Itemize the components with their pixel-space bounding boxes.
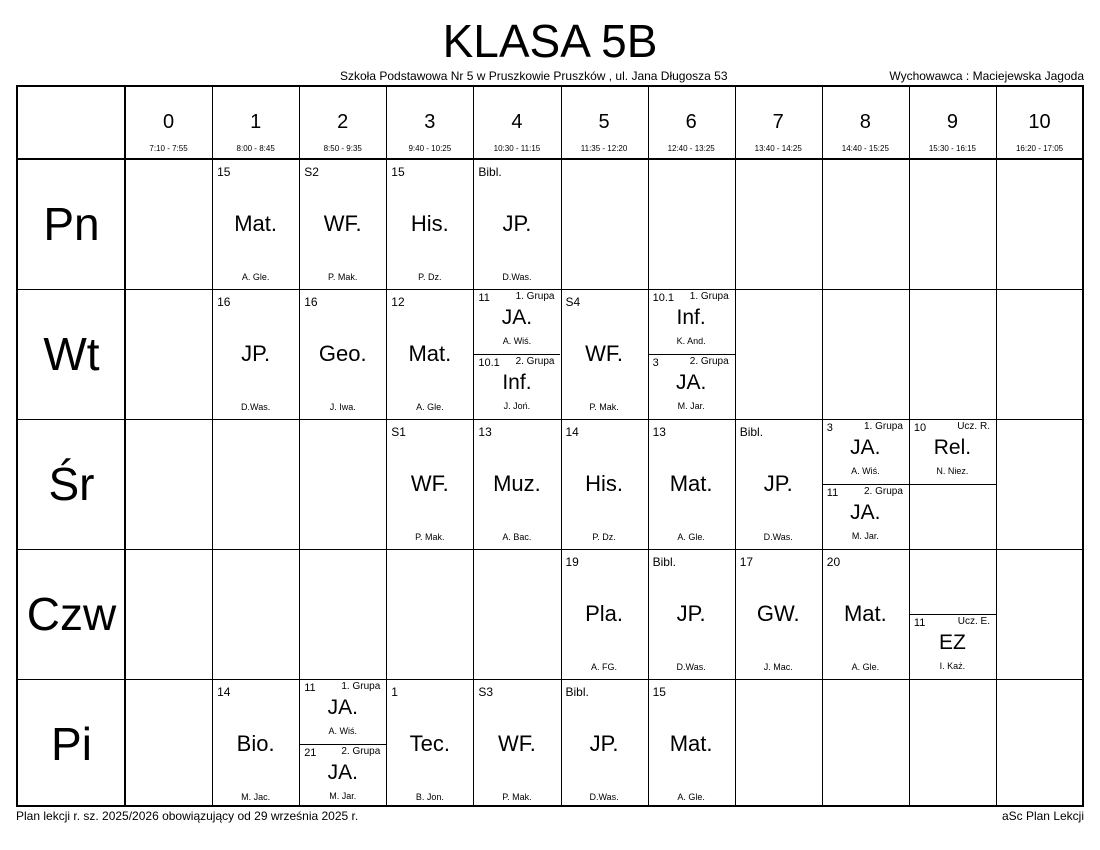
period-header bbox=[125, 87, 212, 159]
group-lesson[interactable] bbox=[299, 744, 386, 809]
teacher-initials: A. Gle. bbox=[851, 662, 880, 672]
period-number: 7 bbox=[772, 111, 784, 133]
teacher-initials: A. Gle. bbox=[241, 272, 270, 282]
teacher-initials: J. Iwa. bbox=[329, 402, 356, 412]
subject: Inf. bbox=[676, 306, 706, 329]
period-number: 0 bbox=[162, 111, 175, 133]
teacher-initials: M. Jac. bbox=[241, 792, 271, 802]
page-title: KLASA 5B bbox=[442, 15, 658, 67]
subject: Geo. bbox=[318, 341, 367, 366]
day-label: Pn bbox=[43, 198, 100, 250]
teacher-initials: M. Jar. bbox=[677, 401, 705, 411]
lesson-cell[interactable] bbox=[299, 679, 386, 809]
room-number: 10.1 bbox=[652, 292, 675, 304]
grid-column-line bbox=[124, 87, 126, 805]
period-number: 8 bbox=[859, 111, 871, 133]
subject: Muz. bbox=[493, 471, 541, 496]
group-name: 2. Grupa bbox=[863, 486, 903, 497]
lesson-cell[interactable] bbox=[822, 549, 909, 679]
room-number: 15 bbox=[217, 165, 231, 179]
period-time: 14:40 - 15:25 bbox=[841, 144, 889, 153]
group-lesson[interactable] bbox=[473, 289, 560, 354]
subject: JA. bbox=[850, 501, 881, 524]
room-number: S4 bbox=[565, 295, 581, 309]
teacher-initials: A. Gle. bbox=[677, 532, 705, 542]
group-lesson[interactable] bbox=[473, 354, 560, 419]
period-number: 2 bbox=[337, 111, 349, 133]
room-number: 16 bbox=[217, 295, 231, 309]
subject: JA. bbox=[327, 696, 358, 719]
room-number: 11 bbox=[304, 682, 316, 694]
subject: EZ bbox=[939, 631, 966, 654]
room-number: 19 bbox=[565, 555, 579, 569]
subject: Inf. bbox=[502, 371, 532, 394]
room-number: Bibl. bbox=[565, 685, 589, 699]
group-name: 1. Grupa bbox=[515, 291, 555, 302]
lesson-cell[interactable] bbox=[648, 549, 735, 679]
lesson-cell[interactable] bbox=[822, 419, 909, 549]
group-lesson[interactable] bbox=[822, 484, 909, 549]
room-number: 11 bbox=[826, 487, 839, 499]
room-number: 13 bbox=[652, 425, 666, 439]
room-number: 15 bbox=[652, 685, 666, 699]
room-number: S3 bbox=[478, 685, 494, 699]
teacher-initials: A. Wiś. bbox=[502, 336, 532, 346]
lesson-cell[interactable] bbox=[473, 289, 560, 419]
group-name: Ucz. E. bbox=[957, 616, 990, 627]
room-number: 10.1 bbox=[478, 357, 500, 369]
period-header bbox=[299, 87, 386, 159]
teacher-initials: A. Gle. bbox=[416, 402, 444, 412]
group-name: Ucz. R. bbox=[957, 421, 990, 432]
school-info: Szkoła Podstawowa Nr 5 w Pruszkowie Pruszków , ul. Jana Długosza 53 bbox=[340, 69, 728, 83]
teacher-initials: A. Bac. bbox=[502, 532, 532, 542]
subject: JP. bbox=[502, 211, 532, 236]
teacher-initials: D.Was. bbox=[763, 532, 793, 542]
period-time: 16:20 - 17:05 bbox=[1015, 144, 1064, 153]
teacher-initials: P. Mak. bbox=[328, 272, 358, 282]
group-lesson[interactable] bbox=[909, 419, 996, 484]
class-teacher: Wychowawca : Maciejewska Jagoda bbox=[889, 69, 1084, 83]
subject: Pla. bbox=[585, 601, 623, 626]
period-time: 11:35 - 12:20 bbox=[580, 144, 628, 153]
period-header bbox=[735, 87, 822, 159]
group-name: 2. Grupa bbox=[515, 356, 555, 367]
teacher-initials: J. Joń. bbox=[503, 401, 531, 411]
room-number: 16 bbox=[304, 295, 318, 309]
lesson-cell[interactable] bbox=[648, 419, 735, 549]
period-number: 9 bbox=[946, 111, 958, 133]
subject: WF. bbox=[323, 211, 362, 236]
subject: WF. bbox=[410, 471, 449, 496]
group-divider bbox=[473, 354, 560, 355]
teacher-initials: A. Wiś. bbox=[328, 726, 357, 736]
group-divider bbox=[909, 614, 996, 615]
room-number: S2 bbox=[304, 165, 319, 179]
period-number: 10 bbox=[1028, 111, 1051, 133]
lesson-cell[interactable] bbox=[386, 159, 473, 289]
lesson-cell[interactable] bbox=[212, 679, 299, 809]
lesson-cell[interactable] bbox=[386, 679, 473, 809]
group-name: 2. Grupa bbox=[689, 356, 729, 367]
room-number: 11 bbox=[913, 617, 926, 629]
period-time: 13:40 - 14:25 bbox=[754, 144, 802, 153]
subject: WF. bbox=[497, 731, 536, 756]
subject: Rel. bbox=[933, 436, 972, 459]
subject: Tec. bbox=[409, 731, 451, 756]
period-header bbox=[212, 87, 299, 159]
teacher-initials: M. Jar. bbox=[851, 531, 879, 541]
teacher-initials: J. Mac. bbox=[763, 662, 793, 672]
room-number: Bibl. bbox=[739, 425, 764, 439]
period-time: 7:10 - 7:55 bbox=[149, 144, 188, 153]
period-time: 10:30 - 11:15 bbox=[493, 144, 541, 153]
day-label: Czw bbox=[26, 588, 117, 640]
teacher-initials: D.Was. bbox=[589, 792, 619, 802]
subject: Mat. bbox=[669, 731, 713, 756]
teacher-initials: M. Jar. bbox=[329, 791, 357, 801]
footer-validity: Plan lekcji r. sz. 2025/2026 obowiązujący od 29 września 2025 r. bbox=[16, 809, 359, 823]
period-header bbox=[473, 87, 560, 159]
teacher-initials: D.Was. bbox=[502, 272, 532, 282]
teacher-initials: D.Was. bbox=[241, 402, 271, 412]
teacher-initials: A. FG. bbox=[591, 662, 618, 672]
teacher-initials: A. Wiś. bbox=[851, 466, 880, 476]
room-number: 15 bbox=[391, 165, 405, 179]
lesson-cell[interactable] bbox=[473, 419, 560, 549]
lesson-cell[interactable] bbox=[386, 289, 473, 419]
room-number: 20 bbox=[826, 555, 841, 569]
period-number: 6 bbox=[685, 111, 697, 133]
lesson-cell[interactable] bbox=[735, 419, 822, 549]
day-label: Pi bbox=[51, 718, 92, 770]
teacher-initials: P. Mak. bbox=[502, 792, 532, 802]
period-time: 9:40 - 10:25 bbox=[408, 144, 452, 153]
group-divider bbox=[299, 744, 386, 745]
lesson-cell[interactable] bbox=[561, 549, 648, 679]
teacher-initials: N. Niez. bbox=[936, 466, 969, 476]
timetable-grid bbox=[16, 85, 1084, 807]
teacher-initials: P. Dz. bbox=[592, 532, 616, 542]
room-number: 21 bbox=[304, 747, 317, 759]
period-number: 1 bbox=[250, 111, 262, 133]
room-number: Bibl. bbox=[478, 165, 502, 179]
teacher-initials: P. Mak. bbox=[589, 402, 619, 412]
group-lesson[interactable] bbox=[822, 419, 909, 484]
lesson-cell[interactable] bbox=[212, 289, 299, 419]
subject: JP. bbox=[763, 471, 793, 496]
group-name: 1. Grupa bbox=[863, 421, 903, 432]
teacher-initials: P. Dz. bbox=[418, 272, 442, 282]
group-divider bbox=[909, 484, 996, 485]
room-number: 11 bbox=[478, 292, 490, 304]
lesson-cell[interactable] bbox=[299, 159, 386, 289]
period-number: 3 bbox=[424, 111, 436, 133]
lesson-cell[interactable] bbox=[473, 679, 560, 809]
subject: Mat. bbox=[408, 341, 452, 366]
room-number: 3 bbox=[826, 422, 833, 434]
lesson-cell[interactable] bbox=[561, 289, 648, 419]
room-number: 12 bbox=[391, 295, 405, 309]
period-header bbox=[996, 87, 1083, 159]
day-label: Śr bbox=[48, 458, 95, 510]
period-header bbox=[909, 87, 996, 159]
subject: Bio. bbox=[236, 731, 275, 756]
lesson-cell[interactable] bbox=[299, 289, 386, 419]
lesson-cell[interactable] bbox=[648, 289, 735, 419]
group-name: 2. Grupa bbox=[341, 746, 381, 757]
room-number: Bibl. bbox=[652, 555, 676, 569]
period-header bbox=[561, 87, 648, 159]
period-header bbox=[822, 87, 909, 159]
lesson-cell[interactable] bbox=[561, 419, 648, 549]
teacher-initials: K. And. bbox=[676, 336, 706, 346]
room-number: 3 bbox=[652, 357, 659, 369]
lesson-cell[interactable] bbox=[386, 419, 473, 549]
group-lesson[interactable] bbox=[648, 354, 735, 419]
subject: JA. bbox=[501, 306, 533, 329]
teacher-initials: P. Mak. bbox=[415, 532, 445, 542]
subject: Mat. bbox=[669, 471, 713, 496]
group-divider bbox=[822, 484, 909, 485]
subject: Mat. bbox=[843, 601, 887, 626]
group-name: 1. Grupa bbox=[341, 681, 381, 692]
teacher-initials: I. Każ. bbox=[939, 661, 966, 671]
subject: Mat. bbox=[234, 211, 278, 236]
group-name: 1. Grupa bbox=[689, 291, 729, 302]
subject: JP. bbox=[241, 341, 271, 366]
group-lesson[interactable] bbox=[299, 679, 386, 744]
teacher-initials: D.Was. bbox=[676, 662, 706, 672]
lesson-cell[interactable] bbox=[473, 159, 560, 289]
subject: JA. bbox=[675, 371, 707, 394]
period-header bbox=[648, 87, 735, 159]
teacher-initials: B. Jon. bbox=[415, 792, 444, 802]
group-lesson[interactable] bbox=[648, 289, 735, 354]
room-number: 13 bbox=[478, 425, 492, 439]
period-time: 8:00 - 8:45 bbox=[236, 144, 275, 153]
room-number: 10 bbox=[913, 422, 927, 434]
room-number: 17 bbox=[739, 555, 754, 569]
period-header bbox=[386, 87, 473, 159]
period-time: 8:50 - 9:35 bbox=[323, 144, 362, 153]
group-lesson[interactable] bbox=[909, 614, 996, 679]
teacher-initials: A. Gle. bbox=[677, 792, 705, 802]
period-number: 5 bbox=[598, 111, 610, 133]
lesson-cell[interactable] bbox=[648, 679, 735, 809]
subject: JA. bbox=[327, 761, 358, 784]
subject: His. bbox=[410, 211, 449, 236]
lesson-cell[interactable] bbox=[909, 549, 996, 679]
room-number: 14 bbox=[217, 685, 231, 699]
grid-column-line bbox=[996, 87, 997, 805]
room-number: S1 bbox=[391, 425, 406, 439]
lesson-cell[interactable] bbox=[212, 159, 299, 289]
period-time: 15:30 - 16:15 bbox=[928, 144, 977, 153]
subject: JP. bbox=[589, 731, 619, 756]
subject: WF. bbox=[585, 341, 623, 366]
footer-software: aSc Plan Lekcji bbox=[1001, 809, 1084, 823]
lesson-cell[interactable] bbox=[735, 549, 822, 679]
room-number: 1 bbox=[391, 685, 398, 699]
subject: JA. bbox=[850, 436, 881, 459]
day-label: Wt bbox=[43, 328, 100, 380]
subject: JP. bbox=[676, 601, 706, 626]
group-divider bbox=[648, 354, 735, 355]
lesson-cell[interactable] bbox=[909, 419, 996, 549]
period-time: 12:40 - 13:25 bbox=[667, 144, 715, 153]
subject: GW. bbox=[756, 601, 800, 626]
lesson-cell[interactable] bbox=[561, 679, 648, 809]
subject: His. bbox=[585, 471, 623, 496]
period-number: 4 bbox=[511, 111, 523, 133]
room-number: 14 bbox=[565, 425, 579, 439]
